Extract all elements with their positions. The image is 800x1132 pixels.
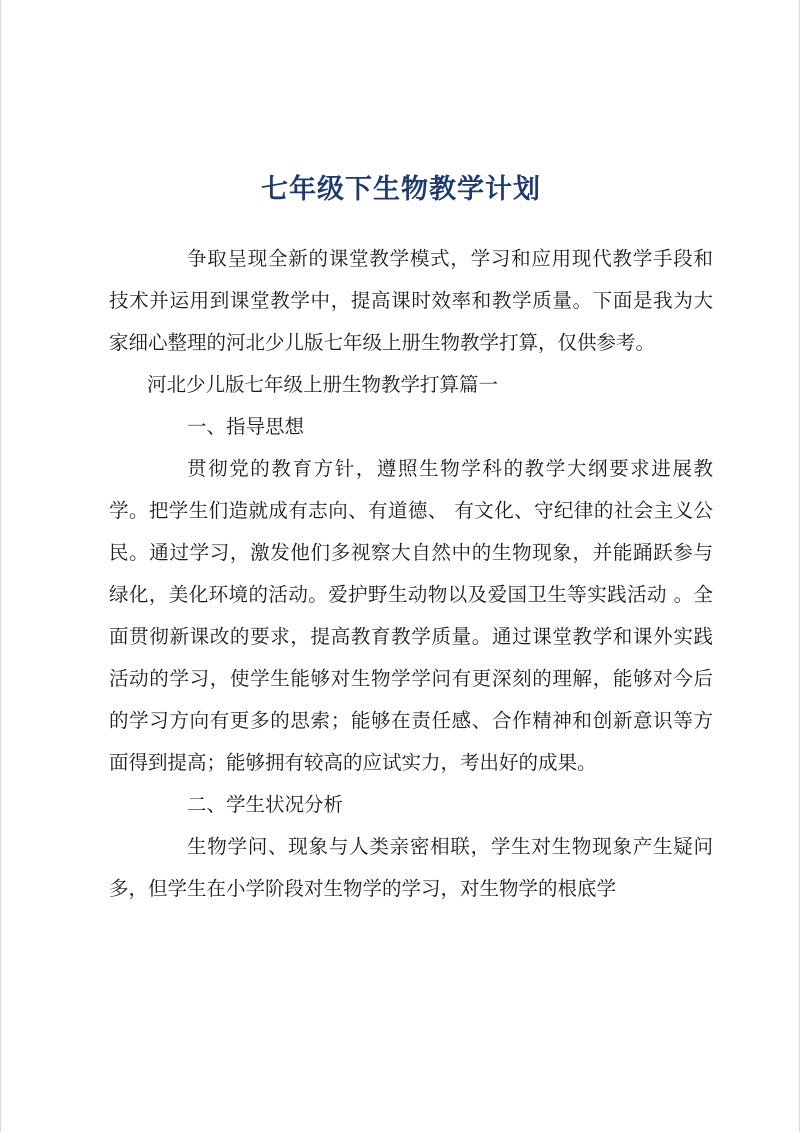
section-paragraph-student-analysis: 生物学问、现象与人类亲密相联，学生对生物现象产生疑问多，但学生在小学阶段对生物学的学习，对生物学的根底学 <box>109 835 713 900</box>
document-title: 七年级下生物教学计划 <box>261 174 541 205</box>
document-subtitle: 河北少儿版七年级上册生物教学打算篇一 <box>147 373 499 396</box>
document-body <box>109 238 713 910</box>
section-heading-student-analysis: 二、学生状况分析 <box>187 793 344 816</box>
section-paragraph-guiding-ideology: 贯彻党的教育方针，遵照生物学科的教学大纲要求进展教学。把学生们造就成有志向、有道德、 有文化、守纪律的社会主义公民。通过学习，激发他们多视察大自然中的生物现象，并能踊跃参与 绿化，美化环境的活动。爱护野生动物以及爱国卫生等实践活动 。全面贯彻新课改的要求，提高教育教学质量。通过课堂教学和课外实践活动的学习，使学生能够对生物学学问有更深刻的理解，能够对今后的学习方向有更多的思索；能够在责任感、合作精神和创新意识等方面得到提高；能够拥有较高的应试实力，考出好的成果。 <box>109 457 713 774</box>
section-heading-guiding-ideology: 一、指导思想 <box>187 415 305 438</box>
intro-paragraph: 争取呈现全新的课堂教学模式，学习和应用现代教学手段和技术并运用到课堂教学中，提高课时效率和教学质量。下面是我为大家细心整理的河北少儿版七年级上册生物教学打算，仅供参考。 <box>109 247 713 354</box>
